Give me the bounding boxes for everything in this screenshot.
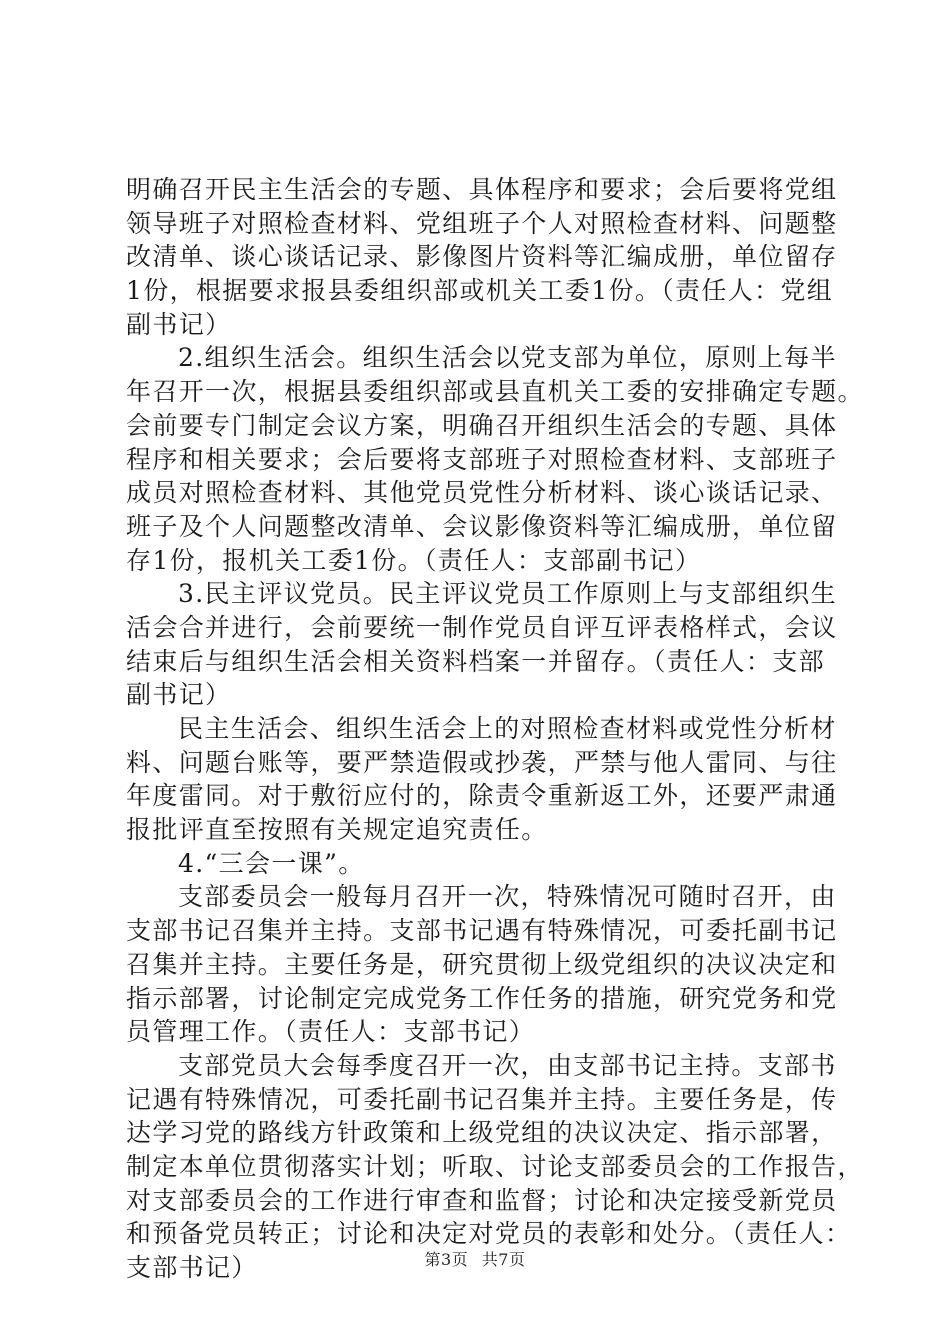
text-line: 3.民主评议党员。民主评议党员工作原则上与支部组织生 — [178, 579, 837, 609]
text-line: 民主生活会、组织生活会上的对照检查材料或党性分析材 — [178, 714, 837, 743]
text-line: 制定本单位贯彻落实计划；听取、讨论支部委员会的工作报告， — [126, 1151, 864, 1181]
text-line: 4.“三会一课”。 — [178, 848, 365, 878]
text-line: 料、问题台账等，要严禁造假或抄袭，严禁与他人雷同、与往 — [126, 747, 838, 777]
text-line: 成员对照检查材料、其他党员党性分析材料、谈心谈话记录、 — [126, 478, 838, 508]
page-total: 共7页 — [481, 1250, 526, 1269]
text-line: 支部委员会一般每月召开一次，特殊情况可随时召开，由 — [178, 882, 837, 912]
text-line: 领导班子对照检查材料、党组班子个人对照检查材料、问题整 — [126, 208, 838, 238]
text-line: 支部党员大会每季度召开一次，由支部书记主持。支部书 — [178, 1050, 837, 1080]
text-line: 2.组织生活会。组织生活会以党支部为单位，原则上每半 — [178, 343, 837, 373]
text-line: 活会合并进行，会前要统一制作党员自评互评表格样式，会议 — [126, 612, 838, 642]
text-line: 班子及个人问题整改清单、会议影像资料等汇编成册，单位留 — [126, 511, 838, 541]
text-line: 记遇有特殊情况，可委托副书记召集并主持。主要任务是，传 — [126, 1084, 838, 1114]
text-line: 改清单、谈心谈话记录、影像图片资料等汇编成册，单位留存 — [126, 242, 838, 272]
text-line: 指示部署，讨论制定完成党务工作任务的措施，研究党务和党 — [126, 983, 838, 1013]
text-line: 结束后与组织生活会相关资料档案一并留存。（责任人：支部 — [126, 646, 825, 676]
text-line: 副书记） — [126, 309, 232, 339]
text-line: 召集并主持。主要任务是，研究贯彻上级党组织的决议决定和 — [126, 949, 838, 979]
text-line: 程序和相关要求；会后要将支部班子对照检查材料、支部班子 — [126, 444, 838, 474]
text-line: 年度雷同。对于敷衍应付的，除责令重新返工外，还要严肃通 — [126, 781, 838, 811]
text-line: 报批评直至按照有关规定追究责任。 — [126, 815, 548, 845]
text-line: 支部书记召集并主持。支部书记遇有特殊情况，可委托副书记 — [126, 916, 838, 946]
text-line: 支部书记） — [126, 1253, 258, 1282]
text-line: 副书记） — [126, 680, 232, 710]
text-line: 达学习党的路线方针政策和上级党组的决议决定、指示部署， — [126, 1118, 838, 1148]
text-line: 1份，根据要求报县委组织部或机关工委1份。（责任人：党组 — [126, 276, 834, 306]
text-line: 存1份，报机关工委1份。（责任人：支部副书记） — [126, 545, 702, 575]
text-line: 对支部委员会的工作进行审查和监督；讨论和决定接受新党员 — [126, 1185, 838, 1215]
text-line: 年召开一次，根据县委组织部或县直机关工委的安排确定专题。 — [126, 377, 864, 407]
text-line: 员管理工作。（责任人：支部书记） — [126, 1017, 536, 1047]
document-body — [126, 173, 864, 1285]
page-footer — [0, 1247, 950, 1270]
text-line: 会前要专门制定会议方案，明确召开组织生活会的专题、具体 — [126, 410, 838, 440]
text-line: 和预备党员转正；讨论和决定对党员的表彰和处分。（责任人： — [126, 1219, 852, 1249]
text-line: 明确召开民主生活会的专题、具体程序和要求；会后要将党组 — [126, 175, 838, 204]
page-number: 第3页 — [424, 1250, 469, 1269]
